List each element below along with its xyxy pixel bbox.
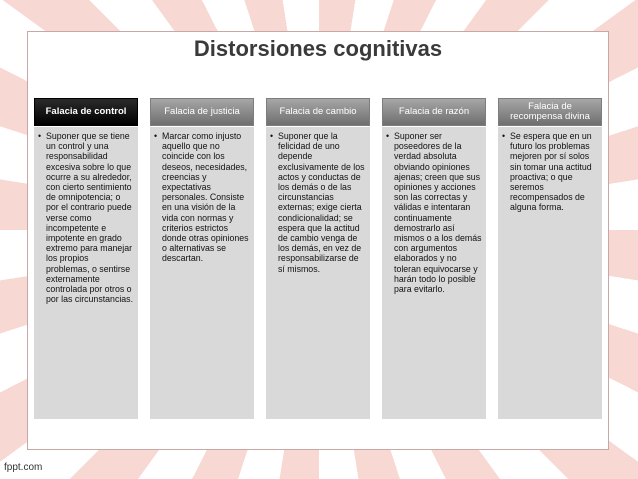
footer-watermark: fppt.com <box>4 462 43 473</box>
column-body <box>34 127 138 419</box>
slide <box>27 31 609 450</box>
column-header: Falacia de cambio <box>266 98 370 126</box>
column-body <box>382 127 486 419</box>
column-falacia-razon <box>382 98 486 419</box>
column-falacia-justicia <box>150 98 254 419</box>
column-body <box>150 127 254 419</box>
column-header: Falacia de razón <box>382 98 486 126</box>
list-item-text: Suponer ser poseedores de la verdad absoluta obviando opiniones ajenas; creen que sus opiniones y acciones son las correctas y válidas e intentaran continuamente demostrarlo así mismos o a los demás con argumentos elaborados y no toleran equivocarse y harán todo lo posible para evitarlo. <box>394 131 482 295</box>
column-body <box>498 127 602 419</box>
slide-title: Distorsiones cognitivas <box>193 36 443 61</box>
list-item <box>502 131 598 213</box>
column-header: Falacia de recompensa divina <box>498 98 602 126</box>
list-item-text: Suponer que se tiene un control y una responsabilidad excesiva sobre lo que ocurre a su alrededor, con cierto sentimiento de omnipotencia; o por el contrario puede verse como incompetente e impotente en grado extremo para manejar los propios problemas, o sentirse externamente controlada por otros o por las circunstancias. <box>46 131 134 305</box>
list-item-text: Suponer que la felicidad de uno depende exclusivamente de los actos y conductas de los demás o de las circunstancias externas; exige cierta condicionalidad; se espera que la actitud de cambio venga de los demás, en vez de responsabilizarse de sí mismos. <box>278 131 365 274</box>
list-item-text: Marcar como injusto aquello que no coincide con los deseos, necesidades, creencias y expectativas personales. Consiste en una visión de la vida con normas y criterios estrictos donde otras opiniones o alternativas se descartan. <box>162 131 249 264</box>
bullet-icon: • <box>154 131 158 141</box>
bullet-icon: • <box>386 131 390 141</box>
list-item <box>154 131 250 264</box>
column-body <box>266 127 370 419</box>
column-header: Falacia de justicia <box>150 98 254 126</box>
list-item <box>386 131 482 294</box>
bullet-icon: • <box>270 131 274 141</box>
list-item <box>38 131 134 304</box>
column-falacia-recompensa-divina <box>498 98 602 419</box>
bullet-icon: • <box>38 131 42 141</box>
column-falacia-control <box>34 98 138 419</box>
bullet-icon: • <box>502 131 506 141</box>
list-item <box>270 131 366 274</box>
column-header: Falacia de control <box>34 98 138 126</box>
list-item-text: Se espera que en un futuro los problemas mejoren por sí solos sin tomar una actitud proactiva; o que seremos recompensados de alguna forma. <box>510 131 592 213</box>
column-falacia-cambio <box>266 98 370 419</box>
